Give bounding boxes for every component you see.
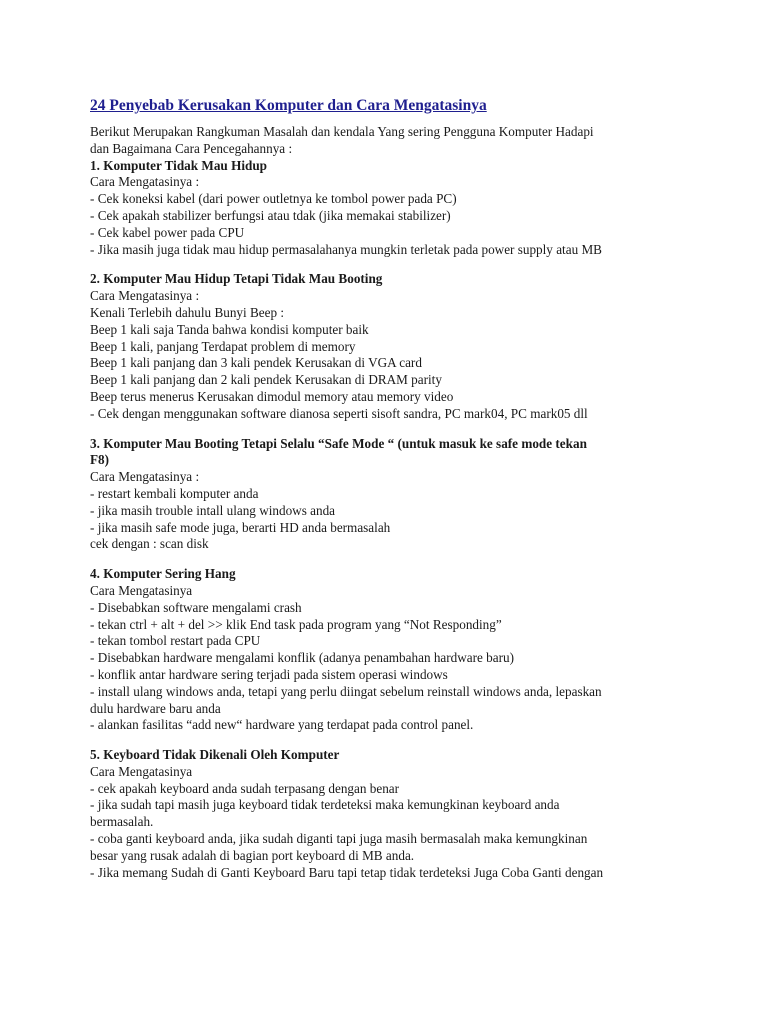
section-line: - Cek apakah stabilizer berfungsi atau tdak (jika memakai stabilizer) <box>90 207 451 223</box>
section-line: - jika sudah tapi masih juga keyboard tidak terdeteksi maka kemungkinan keyboard anda <box>90 797 560 813</box>
section-line: Cara Mengatasinya : <box>90 469 200 485</box>
section-line: - Jika memang Sudah di Ganti Keyboard Baru tapi tetap tidak terdeteksi Juga Coba Ganti dengan <box>90 864 604 880</box>
section-line: dulu hardware baru anda <box>90 700 221 716</box>
section-heading: 4. Komputer Sering Hang <box>90 566 236 582</box>
section-line: - coba ganti keyboard anda, jika sudah diganti tapi juga masih bermasalah maka kemungkinan <box>90 831 588 847</box>
section-line: Beep 1 kali, panjang Terdapat problem di memory <box>90 338 356 354</box>
section-line: bermasalah. <box>90 814 154 830</box>
section-1 <box>90 158 710 259</box>
section-line: - tekan tombol restart pada CPU <box>90 633 261 649</box>
section-heading: 2. Komputer Mau Hidup Tetapi Tidak Mau Booting <box>90 271 383 287</box>
section-3 <box>90 436 710 554</box>
document-title[interactable]: 24 Penyebab Kerusakan Komputer dan Cara Mengatasinya <box>90 97 487 114</box>
section-heading: 5. Keyboard Tidak Dikenali Oleh Komputer <box>90 747 340 763</box>
sections-container <box>90 158 710 882</box>
intro-line: Berikut Merupakan Rangkuman Masalah dan kendala Yang sering Pengguna Komputer Hadapi <box>90 124 594 139</box>
section-line: - Jika masih juga tidak mau hidup permasalahanya mungkin terletak pada power supply atau MB <box>90 241 602 257</box>
document-page <box>90 96 710 881</box>
section-heading: 1. Komputer Tidak Mau Hidup <box>90 157 267 173</box>
section-line: - install ulang windows anda, tetapi yang perlu diingat sebelum reinstall windows anda, lepaskan <box>90 683 602 699</box>
section-heading: F8) <box>90 452 110 468</box>
section-line: - tekan ctrl + alt + del >> klik End task pada program yang “Not Responding” <box>90 616 502 632</box>
section-line: - konflik antar hardware sering terjadi pada sistem operasi windows <box>90 666 448 682</box>
section-line: Cara Mengatasinya : <box>90 288 200 304</box>
intro-line: dan Bagaimana Cara Pencegahannya : <box>90 140 293 156</box>
section-line: - cek apakah keyboard anda sudah terpasang dengan benar <box>90 780 400 796</box>
section-line: - Cek dengan menggunakan software dianosa seperti sisoft sandra, PC mark04, PC mark05 dll <box>90 405 588 421</box>
section-line: Beep terus menerus Kerusakan dimodul memory atau memory video <box>90 388 454 404</box>
section-line: cek dengan : scan disk <box>90 536 209 552</box>
section-line: Kenali Terlebih dahulu Bunyi Beep : <box>90 304 285 320</box>
section-line: - restart kembali komputer anda <box>90 485 259 501</box>
section-line: - Disebabkan software mengalami crash <box>90 599 302 615</box>
intro-paragraph <box>90 124 710 158</box>
section-line: Cara Mengatasinya <box>90 582 193 598</box>
section-2 <box>90 271 710 422</box>
section-heading: 3. Komputer Mau Booting Tetapi Selalu “Safe Mode “ (untuk masuk ke safe mode tekan <box>90 435 587 451</box>
section-line: - Disebabkan hardware mengalami konflik (adanya penambahan hardware baru) <box>90 650 515 666</box>
section-line: Beep 1 kali saja Tanda bahwa kondisi komputer baik <box>90 321 369 337</box>
section-line: Cara Mengatasinya <box>90 763 193 779</box>
section-4 <box>90 566 710 734</box>
section-line: - jika masih trouble intall ulang windows anda <box>90 502 336 518</box>
section-line: Cara Mengatasinya : <box>90 174 200 190</box>
section-line: Beep 1 kali panjang dan 2 kali pendek Kerusakan di DRAM parity <box>90 372 442 388</box>
section-line: - Cek kabel power pada CPU <box>90 224 245 240</box>
section-line: besar yang rusak adalah di bagian port keyboard di MB anda. <box>90 847 415 863</box>
section-line: Beep 1 kali panjang dan 3 kali pendek Kerusakan di VGA card <box>90 355 422 371</box>
section-line: - Cek koneksi kabel (dari power outletnya ke tombol power pada PC) <box>90 191 457 207</box>
section-line: - alankan fasilitas “add new“ hardware yang terdapat pada control panel. <box>90 717 474 733</box>
section-line: - jika masih safe mode juga, berarti HD anda bermasalah <box>90 519 391 535</box>
section-5 <box>90 747 710 881</box>
